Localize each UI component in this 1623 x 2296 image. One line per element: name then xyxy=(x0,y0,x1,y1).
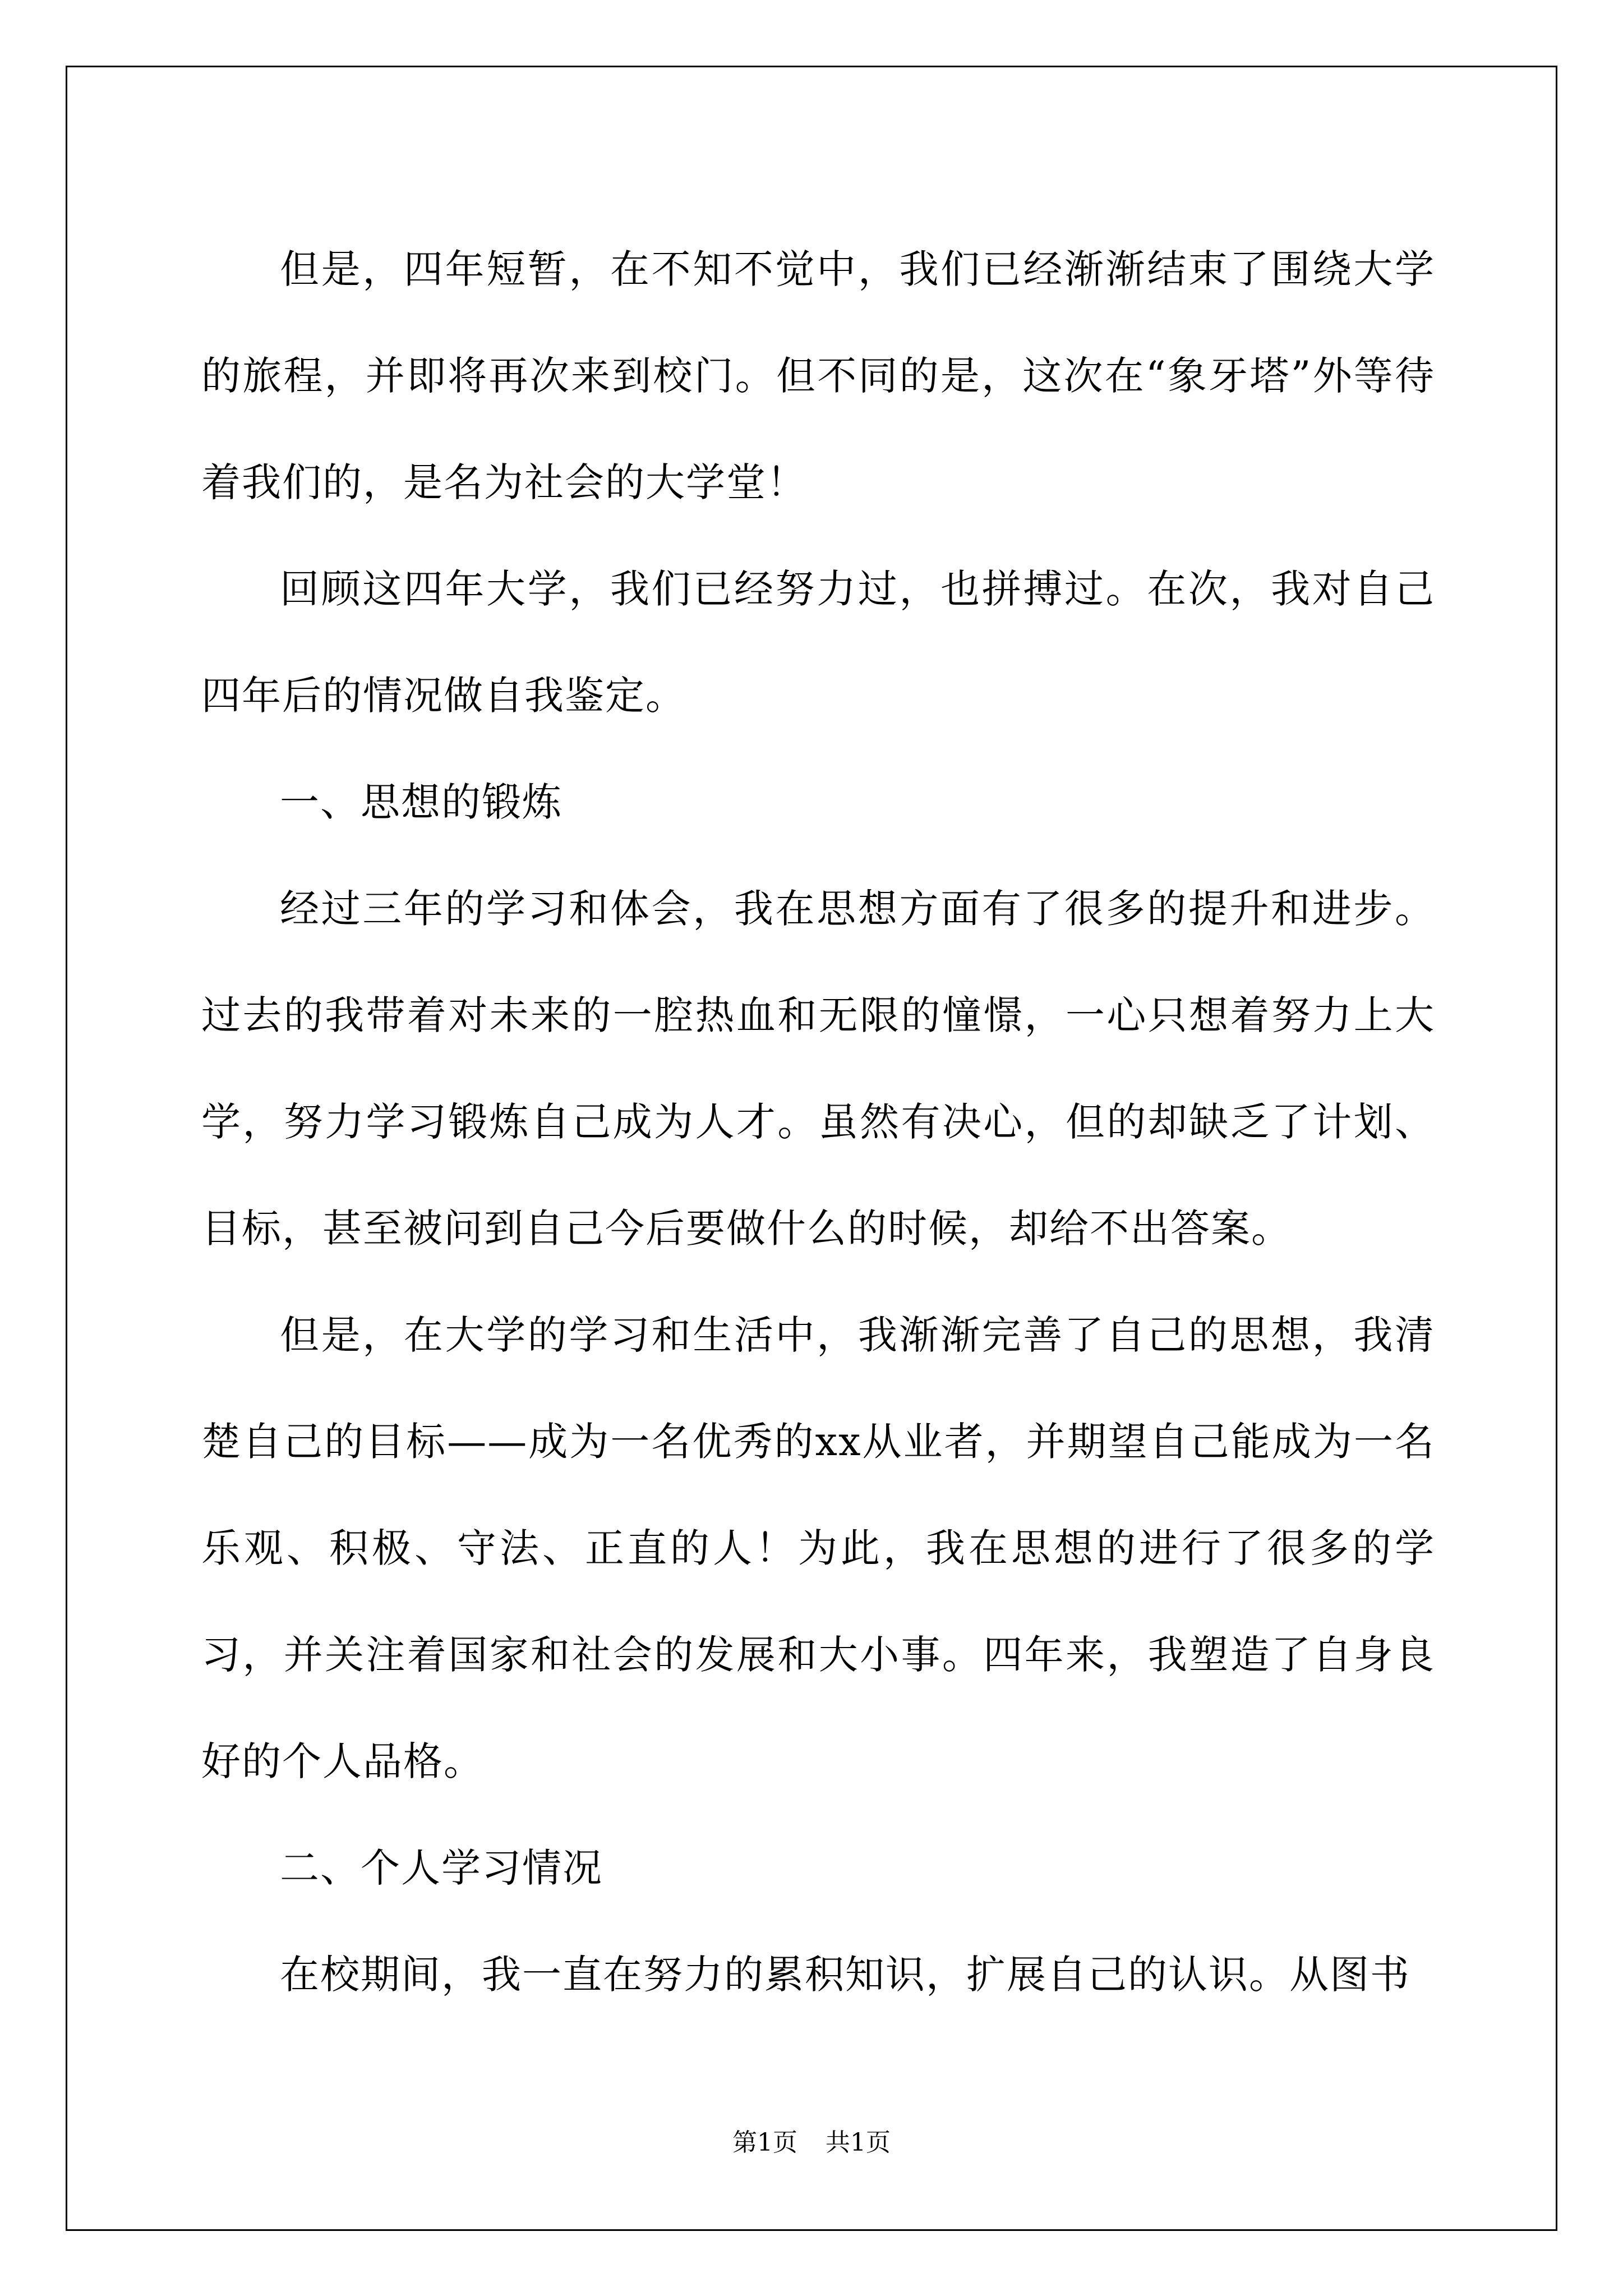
paragraph: 在校期间，我一直在努力的累积知识，扩展自己的认识。从图书 xyxy=(280,1952,1410,1998)
paragraph: 但是，四年短暂，在不知不觉中，我们已经渐渐结束了围绕大学的旅程，并即将再次来到校门。但不同的是，这次在“象牙塔”外等待着我们的，是名为社会的大学堂！ xyxy=(201,246,1435,505)
page-footer xyxy=(0,2126,1623,2160)
document-body xyxy=(201,216,1435,2028)
section-heading: 一、思想的锻炼 xyxy=(280,779,562,825)
page-total: 共1页 xyxy=(826,2128,891,2157)
paragraph: 但是，在大学的学习和生活中，我渐渐完善了自己的思想，我清楚自己的目标——成为一名优秀的xx从业者，并期望自己能成为一名乐观、积极、守法、正直的人！为此，我在思想的进行了很多的学习，并关注着国家和社会的发展和大小事。四年来，我塑造了自身良好的个人品格。 xyxy=(201,1312,1435,1784)
section-heading: 二、个人学习情况 xyxy=(280,1845,603,1891)
page-number: 第1页 xyxy=(732,2128,797,2157)
paragraph: 经过三年的学习和体会，我在思想方面有了很多的提升和进步。过去的我带着对未来的一腔热血和无限的憧憬，一心只想着努力上大学，努力学习锻炼自己成为人才。虽然有决心，但的却缺乏了计划、目标，甚至被问到自己今后要做什么的时候，却给不出答案。 xyxy=(201,886,1435,1251)
paragraph: 回顾这四年大学，我们已经努力过，也拼搏过。在次，我对自己四年后的情况做自我鉴定。 xyxy=(201,566,1435,719)
